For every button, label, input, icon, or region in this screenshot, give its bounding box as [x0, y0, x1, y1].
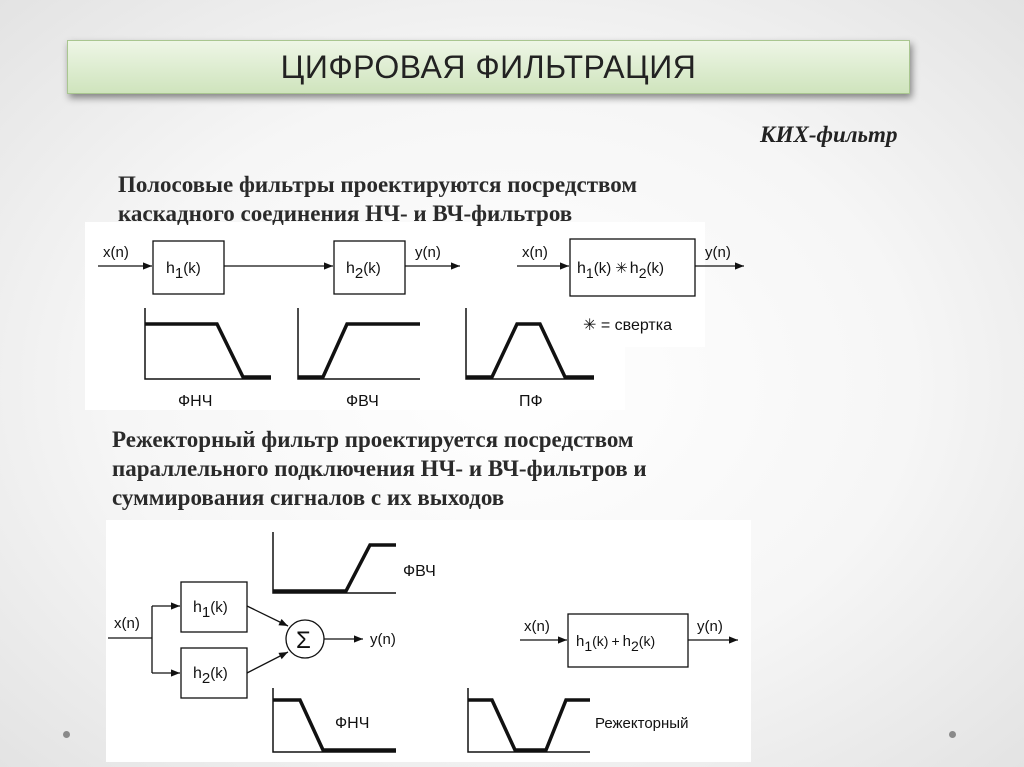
h1-to-sum-arrow [247, 606, 288, 626]
notch-block-h2-label: h2(k) [193, 665, 228, 687]
input-label: x(n) [103, 244, 129, 261]
next-slide-dot[interactable] [949, 731, 956, 738]
prev-slide-dot[interactable] [63, 731, 70, 738]
conv-output-label: y(n) [705, 244, 731, 261]
lpf-label: ФНЧ [178, 393, 213, 410]
notch-response [468, 700, 590, 750]
filter-block-h1-label: h1(k) [166, 260, 201, 282]
sum-output-label: y(n) [697, 618, 723, 635]
output-label: y(n) [415, 244, 441, 261]
filter-block-h2-label: h2(k) [346, 260, 381, 282]
hpf-label: ФВЧ [346, 393, 379, 410]
sum-input-label: x(n) [524, 618, 550, 635]
conv-block-label: h1(k) ✳ h2(k) [577, 260, 664, 281]
notch-axes [468, 688, 590, 752]
slide-title: ЦИФРОВАЯ ФИЛЬТРАЦИЯ [280, 48, 697, 85]
notch-input-label: x(n) [114, 615, 140, 632]
notch-hpf-axes [273, 532, 396, 593]
notch-block-h1-label: h1(k) [193, 599, 228, 621]
notch-label: Режекторный [595, 715, 689, 732]
slide-subtitle: КИХ-фильтр [760, 122, 898, 147]
summer-symbol: Σ [296, 627, 311, 654]
notch-output-label: y(n) [370, 631, 396, 648]
notch-paragraph-line2: параллельного подключения НЧ- и ВЧ-фильтров и [112, 456, 647, 481]
sum-block-label: h1(k) + h2(k) [576, 633, 656, 654]
bpf-label: ПФ [519, 393, 543, 410]
notch-hpf-label: ФВЧ [403, 563, 436, 580]
convolution-note: ✳ = свертка [583, 317, 672, 334]
conv-input-label: x(n) [522, 244, 548, 261]
notch-lpf-label: ФНЧ [335, 715, 370, 732]
notch-paragraph-line1: Режекторный фильтр проектируется посредством [112, 427, 634, 452]
notch-hpf-response [273, 545, 396, 591]
bandpass-paragraph-line2: каскадного соединения НЧ- и ВЧ-фильтров [118, 201, 573, 226]
h2-to-sum-arrow [247, 652, 288, 673]
notch-paragraph-line3: суммирования сигналов с их выходов [112, 485, 505, 510]
bandpass-paragraph-line1: Полосовые фильтры проектируются посредством [118, 172, 637, 197]
